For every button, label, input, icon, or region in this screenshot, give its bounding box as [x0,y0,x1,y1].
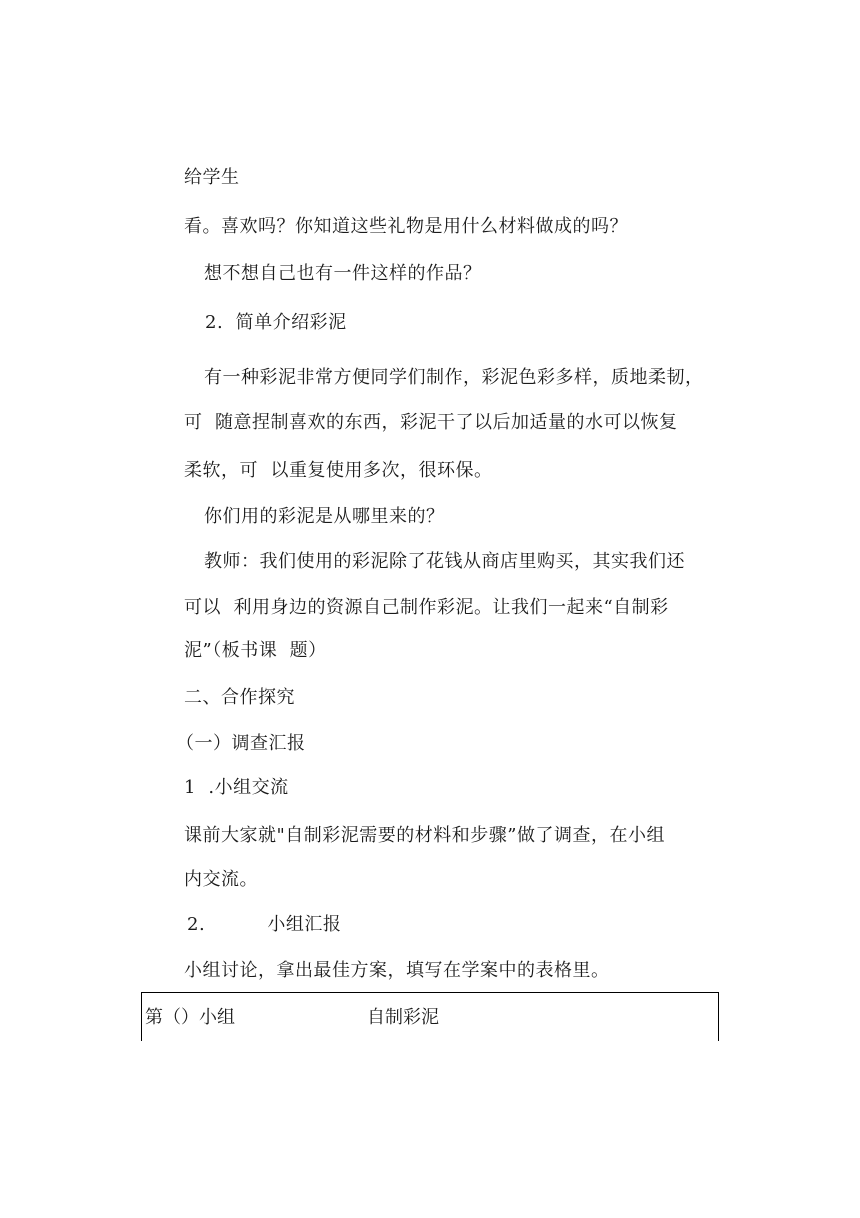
section-heading-cooperative-inquiry: 二、合作探究 [184,687,295,708]
table-cell-homemade-clay: 自制彩泥 [367,1007,439,1028]
text-line-6: 可 随意捏制喜欢的东西，彩泥干了以后加适量的水可以恢复 [184,412,678,433]
text-line-5: 有一种彩泥非常方便同学们制作，彩泥色彩多样，质地柔韧， [204,367,704,388]
item-heading-group-discussion: 1 .小组交流 [184,777,289,798]
text-line-1: 给学生 [184,167,240,188]
recipe-table [141,992,719,1041]
text-line-16: 内交流。 [184,869,258,890]
text-line-7: 柔软，可 以重复使用多次，很环保。 [184,460,493,481]
text-line-2: 看。喜欢吗？你知道这些礼物是用什么材料做成的吗？ [184,216,628,237]
text-line-15: 课前大家就"自制彩泥需要的材料和步骤”做了调查，在小组 [184,825,665,846]
text-line-9: 教师：我们使用的彩泥除了花钱从商店里购买，其实我们还 [204,551,685,572]
table-cell-group: 第（）小组 [145,1007,235,1028]
text-line-8: 你们用的彩泥是从哪里来的？ [204,506,445,527]
text-line-18: 小组讨论，拿出最佳方案，填写在学案中的表格里。 [184,960,610,981]
text-line-3: 想不想自己也有一件这样的作品？ [204,263,482,284]
subsection-heading-survey-report: （一）调查汇报 [176,733,306,754]
item-heading-group-report: 2. 小组汇报 [187,914,342,935]
section-heading-intro-clay: 2. 简单介绍彩泥 [205,312,347,333]
text-line-10: 可以 利用身边的资源自己制作彩泥。让我们一起来“自制彩 [184,597,669,618]
text-line-11: 泥”（板书课 题） [184,640,327,661]
